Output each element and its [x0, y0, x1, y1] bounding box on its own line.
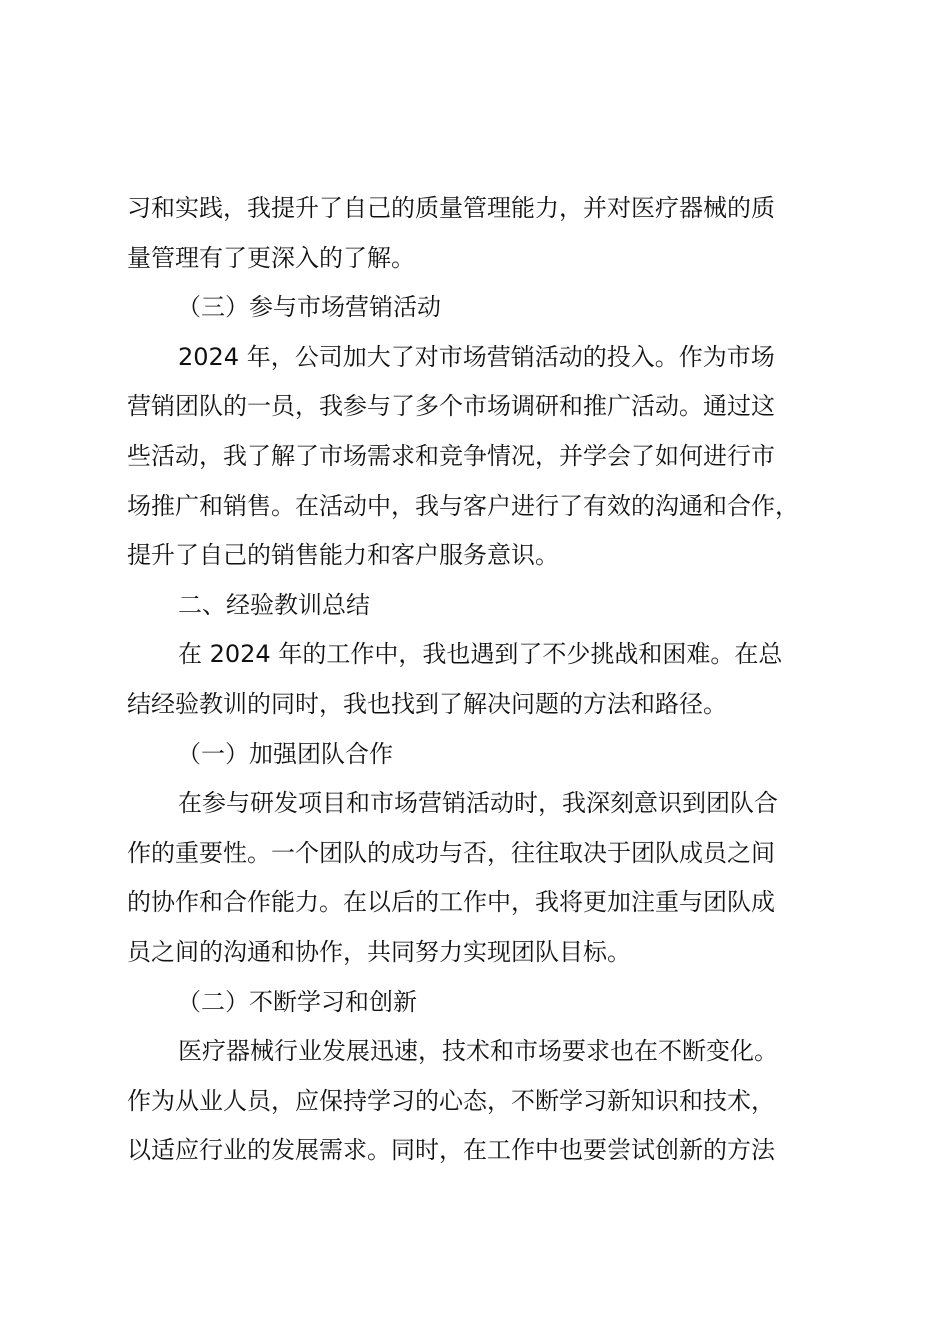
body-line: 2024 年，公司加大了对市场营销活动的投入。作为市场 — [178, 342, 775, 371]
document-body — [127, 184, 837, 1176]
body-line: 习和实践，我提升了自己的质量管理能力，并对医疗器械的质 — [127, 194, 775, 222]
body-line: 以适应行业的发展需求。同时，在工作中也要尝试创新的方法 — [127, 1136, 775, 1165]
subheading-line: （一）加强团队合作 — [177, 739, 393, 768]
body-line: 医疗器械行业发展迅速，技术和市场要求也在不断变化。 — [178, 1037, 778, 1066]
body-line: 场推广和销售。在活动中，我与客户进行了有效的沟通和合作， — [127, 491, 799, 520]
body-line: 在 2024 年的工作中，我也遇到了不少挑战和困难。在总 — [178, 640, 783, 669]
body-line: 作的重要性。一个团队的成功与否，往往取决于团队成员之间 — [127, 838, 775, 867]
body-line: 的协作和合作能力。在以后的工作中，我将更加注重与团队成 — [127, 888, 775, 917]
body-line: 结经验教训的同时，我也找到了解决问题的方法和路径。 — [127, 689, 727, 718]
body-line: 营销团队的一员，我参与了多个市场调研和推广活动。通过这 — [127, 392, 775, 421]
subheading-line: （三）参与市场营销活动 — [177, 293, 441, 322]
body-line: 些活动，我了解了市场需求和竞争情况，并学会了如何进行市 — [127, 441, 775, 470]
body-line: 量管理有了更深入的了解。 — [127, 243, 415, 272]
body-line: 员之间的沟通和协作，共同努力实现团队目标。 — [127, 937, 631, 966]
body-line: 提升了自己的销售能力和客户服务意识。 — [127, 541, 559, 570]
body-line: 在参与研发项目和市场营销活动时，我深刻意识到团队合 — [178, 789, 778, 818]
body-line: 作为从业人员，应保持学习的心态，不断学习新知识和技术， — [127, 1086, 775, 1115]
subheading-line: （二）不断学习和创新 — [177, 987, 417, 1016]
section-heading-line: 二、经验教训总结 — [178, 590, 370, 619]
